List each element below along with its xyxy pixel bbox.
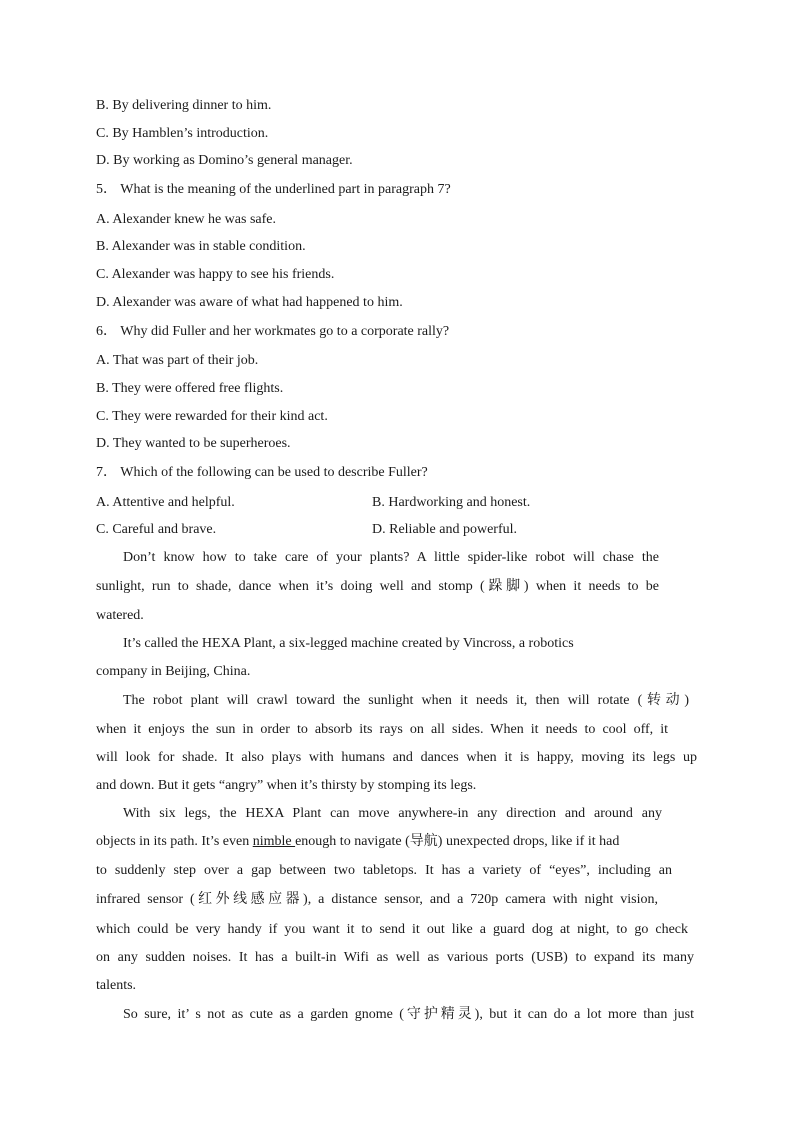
q5-option-b: B. Alexander was in stable condition. xyxy=(96,239,306,254)
passage-p4-line3: to suddenly step over a gap between two tabletops. It has a variety of “eyes”, including an xyxy=(96,863,672,878)
passage-p3-line2: when it enjoys the sun in order to absorb its rays on all sides. When it needs to cool off, it xyxy=(96,722,668,737)
passage-p1-line3: watered. xyxy=(96,608,144,623)
passage-p4-line6: on any sudden noises. It has a built-in Wifi as well as various ports (USB) to expand its many xyxy=(96,950,694,965)
q5-stem: 5． What is the meaning of the underlined part in paragraph 7? xyxy=(96,182,451,197)
q7-option-d: D. Reliable and powerful. xyxy=(372,522,518,537)
passage-p4-line2: objects in its path. It’s even nimble enough to navigate (导航) unexpected drops, like if it had xyxy=(96,834,620,849)
q4-option-d: D. By working as Domino’s general manager. xyxy=(96,153,353,168)
q5-option-a: A. Alexander knew he was safe. xyxy=(96,212,276,227)
passage-p4-line4: infrared sensor (红外线感应器), a distance sensor, and a 720p camera with night vision, xyxy=(96,892,658,907)
passage-p3-line3: will look for shade. It also plays with humans and dances when it is happy, moving its legs up xyxy=(96,750,697,765)
q4-option-c: C. By Hamblen’s introduction. xyxy=(96,126,269,141)
q6-option-c: C. They were rewarded for their kind act. xyxy=(96,409,328,424)
q6-stem: 6． Why did Fuller and her workmates go to a corporate rally? xyxy=(96,324,450,339)
q6-option-a: A. That was part of their job. xyxy=(96,353,259,368)
q7-stem: 7． Which of the following can be used to describe Fuller? xyxy=(96,465,428,480)
passage-p3-line4: and down. But it gets “angry” when it’s thirsty by stomping its legs. xyxy=(96,778,477,793)
passage-p1-line1: Don’t know how to take care of your plants? A little spider-like robot will chase the xyxy=(123,550,659,565)
passage-p2-line2: company in Beijing, China. xyxy=(96,664,251,679)
passage-p1-line2: sunlight, run to shade, dance when it’s doing well and stomp (跺脚) when it needs to be xyxy=(96,579,659,594)
q7-option-a: A. Attentive and helpful. xyxy=(96,495,235,510)
q5-option-d: D. Alexander was aware of what had happened to him. xyxy=(96,295,403,310)
passage-p4-line1: With six legs, the HEXA Plant can move anywhere-in any direction and around any xyxy=(123,806,662,821)
q4-option-b: B. By delivering dinner to him. xyxy=(96,98,272,113)
passage-p4-line5: which could be very handy if you want it to send it out like a guard dog at night, to go check xyxy=(96,922,688,937)
passage-p4-line7: talents. xyxy=(96,978,137,993)
q7-option-c: C. Careful and brave. xyxy=(96,522,217,537)
passage-p2-line1: It’s called the HEXA Plant, a six-legged machine created by Vincross, a robotics xyxy=(123,636,574,651)
q6-option-b: B. They were offered free flights. xyxy=(96,381,284,396)
q5-option-c: C. Alexander was happy to see his friends. xyxy=(96,267,335,282)
q6-option-d: D. They wanted to be superheroes. xyxy=(96,436,291,451)
passage-p3-line1: The robot plant will crawl toward the sunlight when it needs it, then will rotate (转动) xyxy=(123,693,689,708)
underlined-word-nimble: nimble xyxy=(252,834,296,849)
passage-p5-line1: So sure, it’ s not as cute as a garden gnome (守护精灵), but it can do a lot more than just xyxy=(123,1007,694,1022)
q7-option-b: B. Hardworking and honest. xyxy=(372,495,531,510)
